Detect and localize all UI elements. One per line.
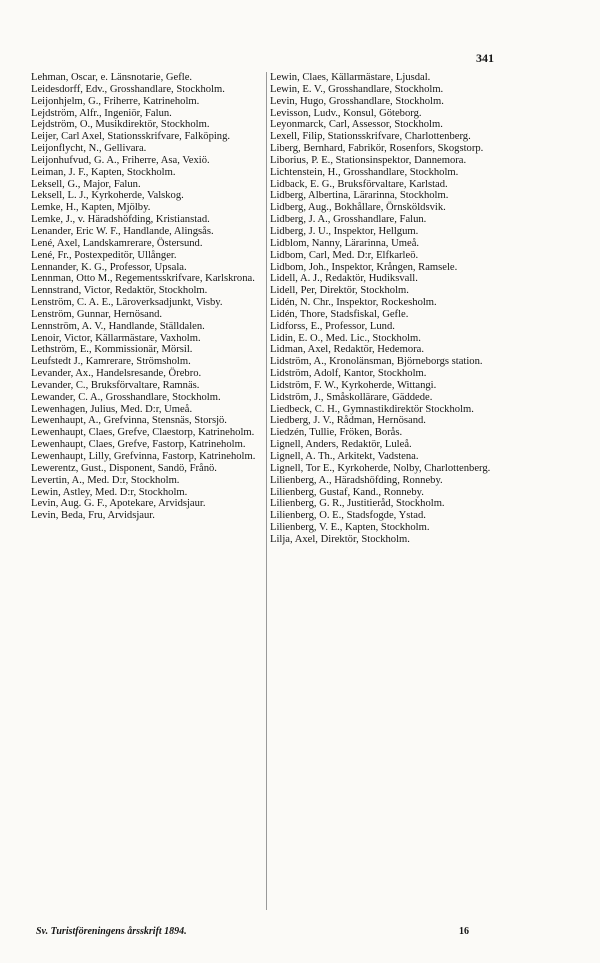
directory-entry: Lejdström, Alfr., Ingeniör, Falun. xyxy=(31,107,172,119)
directory-entry: Lilja, Axel, Direktör, Stockholm. xyxy=(270,533,410,545)
directory-entry: Lewander, C. A., Grosshandlare, Stockholm. xyxy=(31,391,221,403)
directory-entry: Lennström, A. V., Handlande, Ställdalen. xyxy=(31,320,205,332)
directory-entry: Levander, Ax., Handelsresande, Örebro. xyxy=(31,368,202,380)
directory-entry: Lenoir, Victor, Källarmästare, Vaxholm. xyxy=(31,332,201,344)
directory-entry: Lewenhaupt, Lilly, Grefvinna, Fastorp, Katrineholm. xyxy=(31,451,256,462)
directory-entry: Lidblom, Nanny, Lärarinna, Umeå. xyxy=(270,237,420,249)
directory-entry: Lidforss, E., Professor, Lund. xyxy=(270,320,395,332)
directory-entry: Lidström, F. W., Kyrkoherde, Wittangi. xyxy=(270,379,437,391)
directory-entry: Lexell, Filip, Stationsskrifvare, Charlottenberg. xyxy=(270,131,471,143)
directory-entry: Lidström, J., Småskollärare, Gäddede. xyxy=(270,391,433,403)
directory-entry: Lignell, Anders, Redaktör, Luleå. xyxy=(270,439,412,451)
directory-entry: Lignell, A. Th., Arkitekt, Vadstena. xyxy=(270,451,419,462)
directory-entry: Lilienberg, A., Häradshöfding, Ronneby. xyxy=(270,474,443,486)
directory-entry: Lethström, E., Kommissionär, Mörsil. xyxy=(31,344,193,356)
page-number: 341 xyxy=(476,51,494,65)
directory-entry: Levin, Hugo, Grosshandlare, Stockholm. xyxy=(270,95,444,107)
directory-entry: Lichtenstein, H., Grosshandlare, Stockholm. xyxy=(270,166,459,178)
directory-entry: Lenander, Eric W. F., Handlande, Alingsås. xyxy=(31,225,214,237)
directory-entry: Lidell, Per, Direktör, Stockholm. xyxy=(270,285,409,297)
directory-entry: Lemke, J., v. Häradshöfding, Kristianstad. xyxy=(31,214,210,226)
directory-entry: Lennstrand, Victor, Redaktör, Stockholm. xyxy=(31,285,208,297)
directory-entry: Lehman, Oscar, e. Länsnotarie, Gefle. xyxy=(31,72,193,83)
footer-signature: 16 xyxy=(459,926,469,937)
right-column xyxy=(270,72,503,546)
directory-entry: Levin, Beda, Fru, Arvidsjaur. xyxy=(31,510,155,522)
directory-entry: Lenström, Gunnar, Hernösand. xyxy=(31,308,163,320)
directory-entry: Leidesdorff, Edv., Grosshandlare, Stockholm. xyxy=(31,83,225,95)
column-rule xyxy=(266,72,267,910)
directory-entry: Lejdström, O., Musikdirektör, Stockholm. xyxy=(31,119,210,131)
directory-entry: Leiman, J. F., Kapten, Stockholm. xyxy=(31,166,176,178)
directory-entry: Leksell, L. J., Kyrkoherde, Valskog. xyxy=(31,190,184,202)
directory-entry: Lidberg, J. A., Grosshandlare, Falun. xyxy=(270,214,427,226)
directory-entry: Levisson, Ludv., Konsul, Göteborg. xyxy=(270,107,422,119)
directory-entry: Leijonhjelm, G., Friherre, Katrineholm. xyxy=(31,95,200,107)
directory-entry: Leijonflycht, N., Gellivara. xyxy=(31,143,147,155)
directory-entry: Leijer, Carl Axel, Stationsskrifvare, Falköping. xyxy=(31,131,231,143)
directory-entry: Lidin, E. O., Med. Lic., Stockholm. xyxy=(270,332,421,344)
directory-entry: Lidell, A. J., Redaktör, Hudiksvall. xyxy=(270,273,418,285)
directory-entry: Lidén, N. Chr., Inspektor, Rockesholm. xyxy=(270,297,437,309)
directory-entry: Levin, Aug. G. F., Apotekare, Arvidsjaur. xyxy=(31,498,206,510)
directory-entry: Leufstedt J., Kamrerare, Strömsholm. xyxy=(31,356,191,368)
directory-entry: Liedberg, J. V., Rådman, Hernösand. xyxy=(270,415,426,427)
directory-entry: Lilienberg, O. E., Stadsfogde, Ystad. xyxy=(270,510,426,522)
directory-entry: Lené, Axel, Landskamrerare, Östersund. xyxy=(31,237,203,249)
directory-entry: Liborius, P. E., Stationsinspektor, Dannemora. xyxy=(270,154,467,166)
footer-title: Sv. Turistföreningens årsskrift 1894. xyxy=(36,926,187,937)
directory-entry: Lewin, Astley, Med. D:r, Stockholm. xyxy=(31,486,188,498)
directory-entry: Liberg, Bernhard, Fabrikör, Rosenfors, Skogstorp. xyxy=(270,143,484,155)
directory-entry: Lidberg, Albertina, Lärarinna, Stockholm. xyxy=(270,190,449,202)
directory-entry: Lidström, A., Kronolänsman, Björneborgs station. xyxy=(270,356,483,368)
directory-entry: Lemke, H., Kapten, Mjölby. xyxy=(31,202,151,214)
directory-entry: Leksell, G., Major, Falun. xyxy=(31,178,141,190)
directory-entry: Lewenhagen, Julius, Med. D:r, Umeå. xyxy=(31,403,193,415)
directory-entry: Lewenhaupt, A., Grefvinna, Stensnäs, Storsjö. xyxy=(31,415,227,427)
directory-entry: Lewerentz, Gust., Disponent, Sandö, Frånö. xyxy=(31,462,217,474)
directory-entry: Lennander, K. G., Professor, Upsala. xyxy=(31,261,187,273)
directory-entry: Liedbeck, C. H., Gymnastikdirektör Stockholm. xyxy=(270,403,474,415)
page-footer xyxy=(36,926,506,940)
directory-entry: Lilienberg, Gustaf, Kand., Ronneby. xyxy=(270,486,424,498)
directory-entry: Lidén, Thore, Stadsfiskal, Gefle. xyxy=(270,308,409,320)
directory-entry: Lewin, Claes, Källarmästare, Ljusdal. xyxy=(270,72,431,83)
directory-entry: Lilienberg, G. R., Justitieråd, Stockholm. xyxy=(270,498,445,510)
directory-entry: Leijonhufvud, G. A., Friherre, Asa, Vexiö. xyxy=(31,154,210,166)
directory-entry: Lewin, E. V., Grosshandlare, Stockholm. xyxy=(270,83,444,95)
directory-entry: Levander, C., Bruksförvaltare, Ramnäs. xyxy=(31,379,200,391)
directory-entry: Lilienberg, V. E., Kapten, Stockholm. xyxy=(270,522,430,534)
directory-entry: Lidberg, Aug., Bokhållare, Örnsköldsvik. xyxy=(270,202,446,214)
directory-entry: Lidberg, J. U., Inspektor, Hellgum. xyxy=(270,225,419,237)
directory-entry: Lené, Fr., Postexpeditör, Ullånger. xyxy=(31,249,177,261)
directory-entry: Lennman, Otto M., Regementsskrifvare, Karlskrona. xyxy=(31,273,255,285)
directory-entry: Lenström, C. A. E., Läroverksadjunkt, Visby. xyxy=(31,297,223,309)
directory-entry: Lidback, E. G., Bruksförvaltare, Karlstad. xyxy=(270,178,448,190)
directory-entry: Lidbom, Carl, Med. D:r, Elfkarleö. xyxy=(270,249,419,261)
directory-entry: Liedzén, Tullie, Fröken, Borås. xyxy=(270,427,403,439)
directory-entry: Lewenhaupt, Claes, Grefve, Claestorp, Katrineholm. xyxy=(31,427,255,439)
directory-entry: Lidström, Adolf, Kantor, Stockholm. xyxy=(270,368,427,380)
directory-entry: Lignell, Tor E., Kyrkoherde, Nolby, Charlottenberg. xyxy=(270,462,491,474)
directory-entry: Leyonmarck, Carl, Assessor, Stockholm. xyxy=(270,119,443,131)
directory-entry: Lewenhaupt, Claes, Grefve, Fastorp, Katrineholm. xyxy=(31,439,246,451)
directory-entry: Lidman, Axel, Redaktör, Hedemora. xyxy=(270,344,425,356)
directory-entry: Lidbom, Joh., Inspektor, Krången, Ramsele. xyxy=(270,261,458,273)
directory-entry: Levertin, A., Med. D:r, Stockholm. xyxy=(31,474,180,486)
left-column xyxy=(31,72,262,522)
